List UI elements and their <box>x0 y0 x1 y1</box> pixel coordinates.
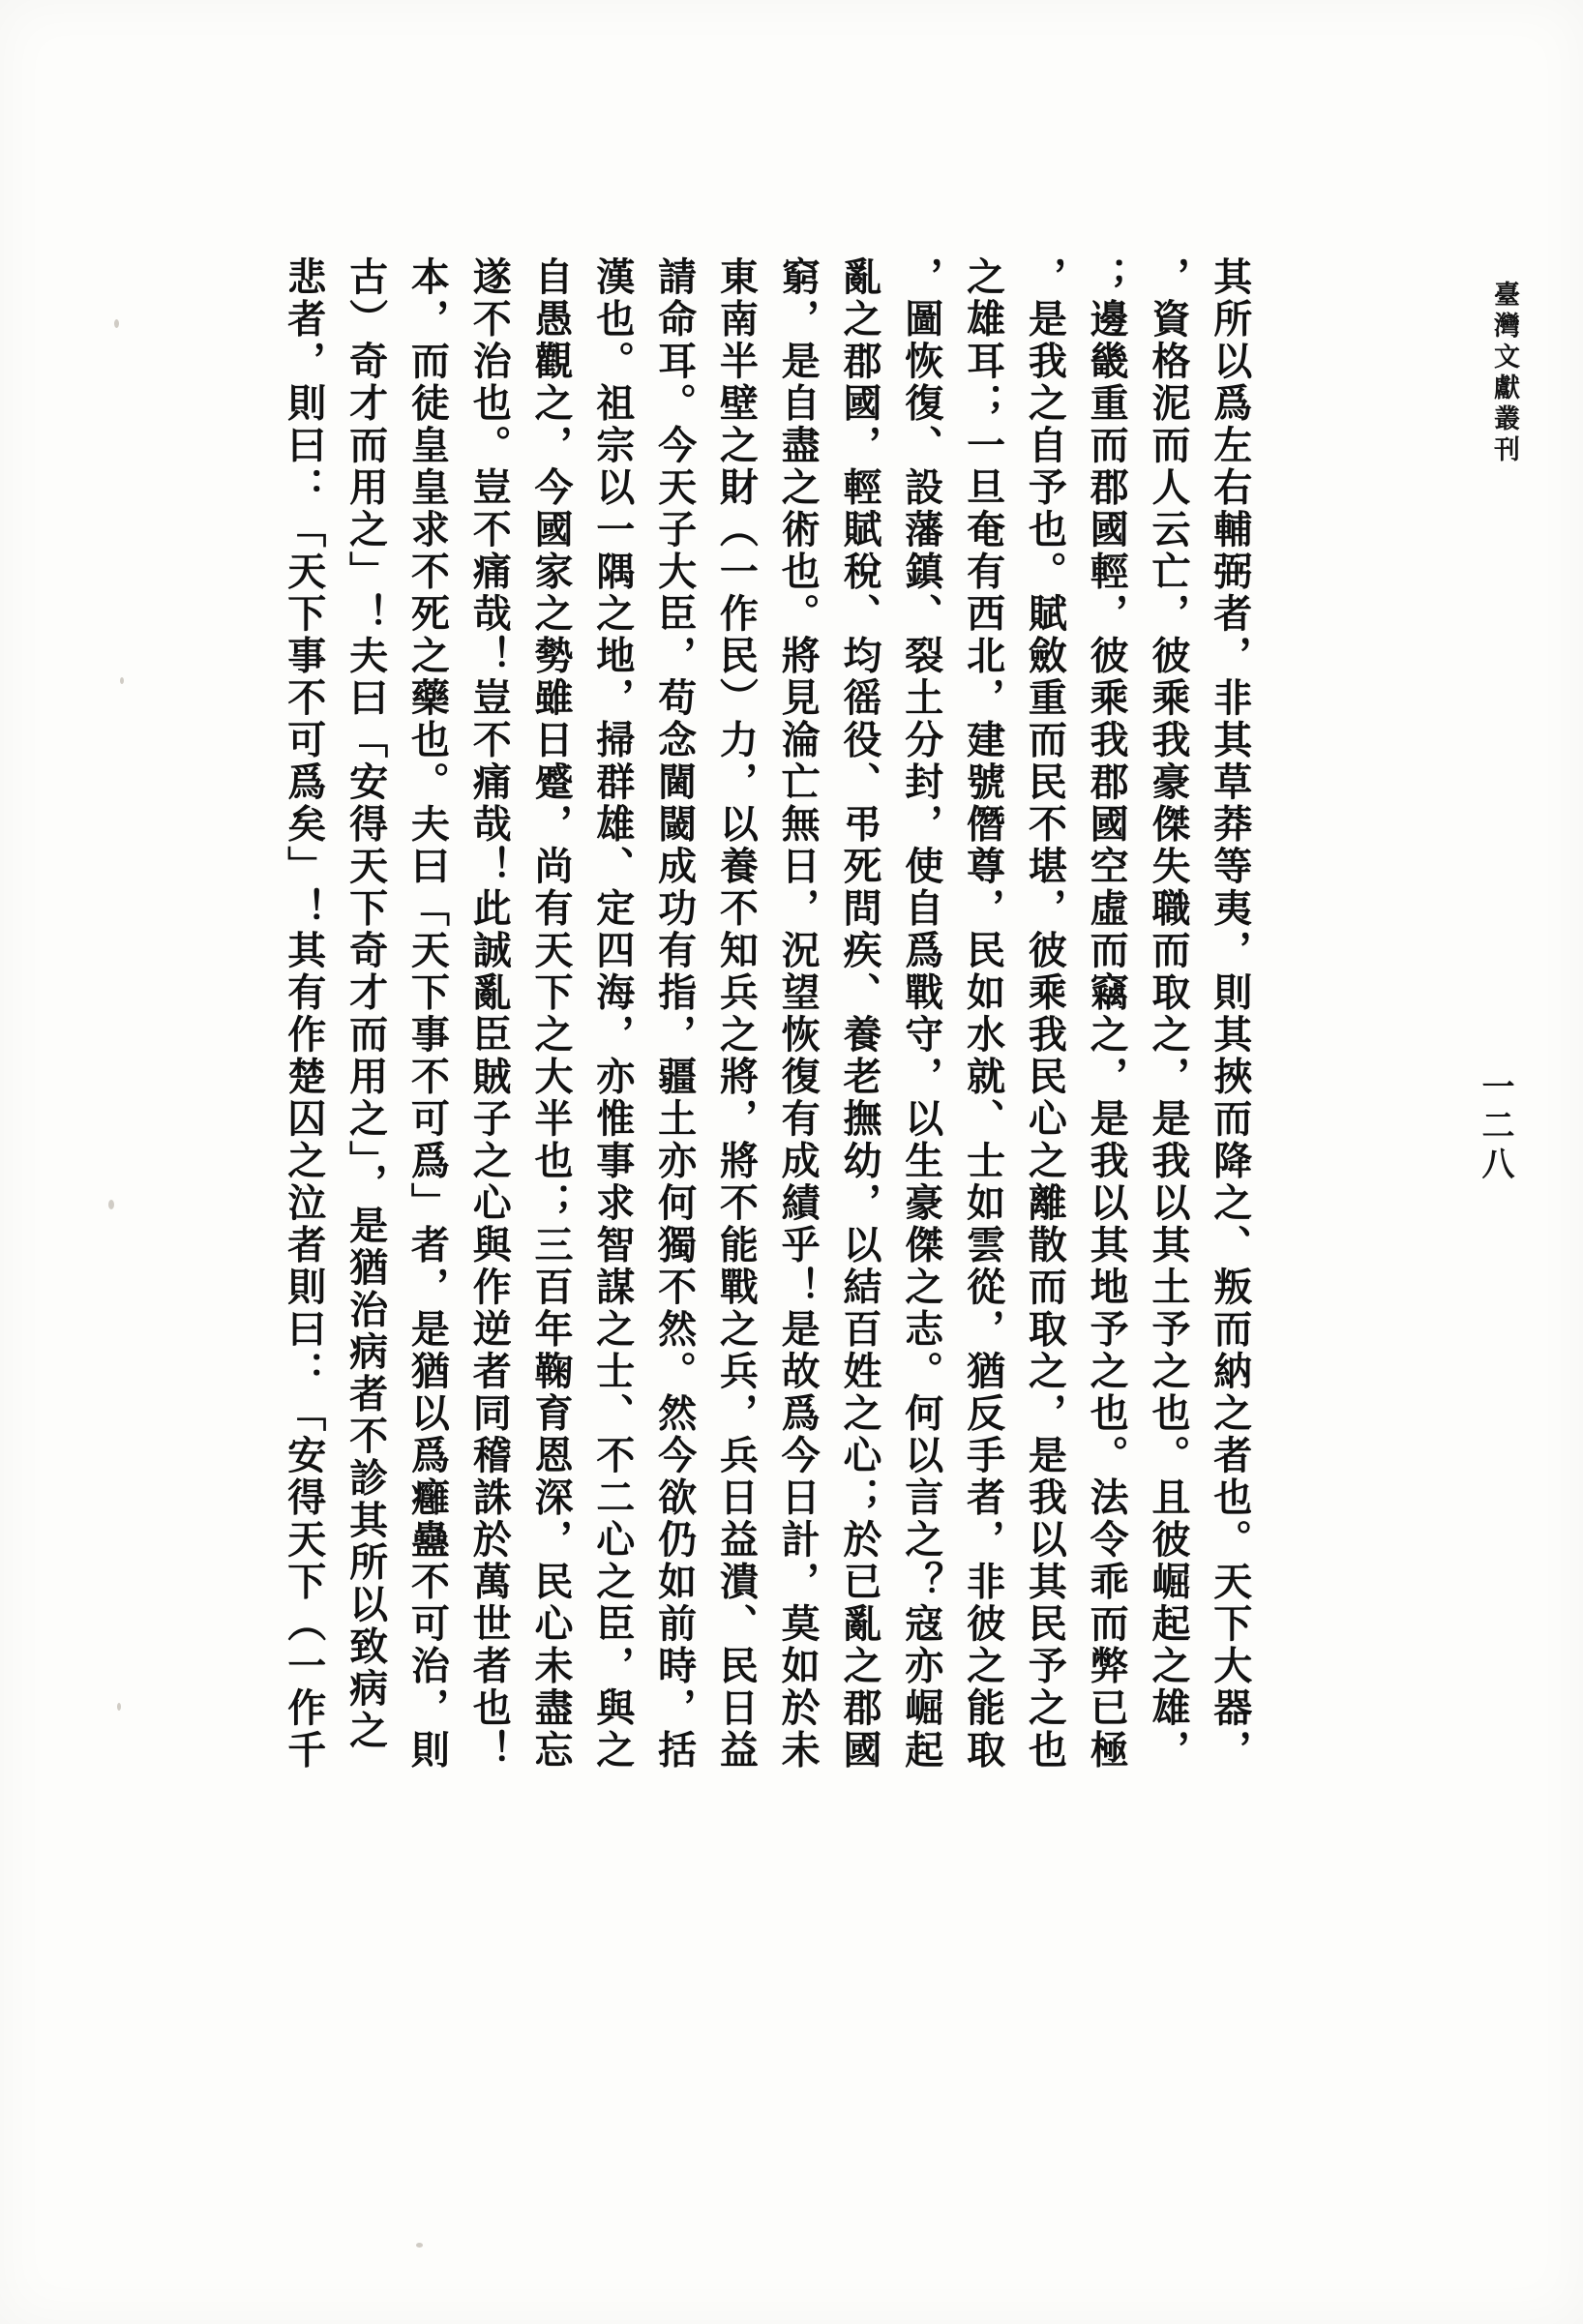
body-text <box>269 256 1440 2201</box>
text-column: ，是我之自予也。賦斂重而民不堪，彼乘我民心之離散而取之，是我以其民予之也 <box>1022 256 1068 1772</box>
text-column: 窮，是自盡之術也。將見淪亡無日，況望恢復有成績乎！是故爲今日計，莫如於未 <box>775 256 821 1772</box>
scan-speckle <box>120 677 124 684</box>
scan-speckle <box>416 2243 423 2248</box>
text-column: 其所以爲左右輔弼者，非其草莽等夷，則其挾而降之、叛而納之者也。天下大器， <box>1207 256 1253 1772</box>
page-number: 一二八 <box>1476 1069 1514 1185</box>
text-column: ，圖恢復、設藩鎮、裂土分封，使自爲戰守，以生豪傑之志。何以言之？寇亦崛起 <box>898 256 944 1772</box>
text-column: ；邊畿重而郡國輕，彼乘我郡國空虛而竊之，是我以其地予之也。法令乖而弊已極 <box>1084 256 1130 1772</box>
text-column: 自愚觀之，今國家之勢雖日蹙，尚有天下之大半也；三百年鞠育恩深，民心未盡忘 <box>527 256 574 1772</box>
text-column: 本，而徒皇皇求不死之藥也。夫曰「天下事不可爲」者，是猶以爲癰蠱不可治，則 <box>404 256 451 1772</box>
text-column: 悲者，則曰：「天下事不可爲矣」！其有作楚囚之泣者則曰：「安得天下（一作千 <box>281 256 327 1772</box>
text-column: 遂不治也。豈不痛哉！豈不痛哉！此誠亂臣賊子之心與作逆者同稽誅於萬世者也！ <box>466 256 513 1772</box>
text-column: ，資格泥而人云亡，彼乘我豪傑失職而取之，是我以其土予之也。且彼崛起之雄， <box>1145 256 1191 1772</box>
running-title: 臺灣文獻叢刊 <box>1489 281 1519 466</box>
text-column: 之雄耳；一旦奄有西北，建號僭尊，民如水就、士如雲從，猶反手者，非彼之能取 <box>960 256 1006 1772</box>
scan-speckle <box>114 319 119 328</box>
text-column: 東南半壁之財（一作民）力，以養不知兵之將，將不能戰之兵，兵日益潰、民日益 <box>713 256 760 1772</box>
text-column: 古）奇才而用之」！夫曰「安得天下奇才而用之」，是猶治病者不診其所以致病之 <box>343 256 389 1752</box>
scan-speckle <box>108 1200 114 1209</box>
text-column: 請命耳。今天子大臣，苟念閫閾成功有指，疆土亦何獨不然。然今欲仍如前時，括 <box>651 256 698 1772</box>
scan-speckle <box>117 1703 121 1711</box>
text-column: 漢也。祖宗以一隅之地，掃群雄、定四海，亦惟事求智謀之士、不二心之臣，與之 <box>589 256 636 1772</box>
text-column: 亂之郡國，輕賦稅、均徭役、弔死問疾、養老撫幼，以結百姓之心；於已亂之郡國 <box>836 256 882 1772</box>
